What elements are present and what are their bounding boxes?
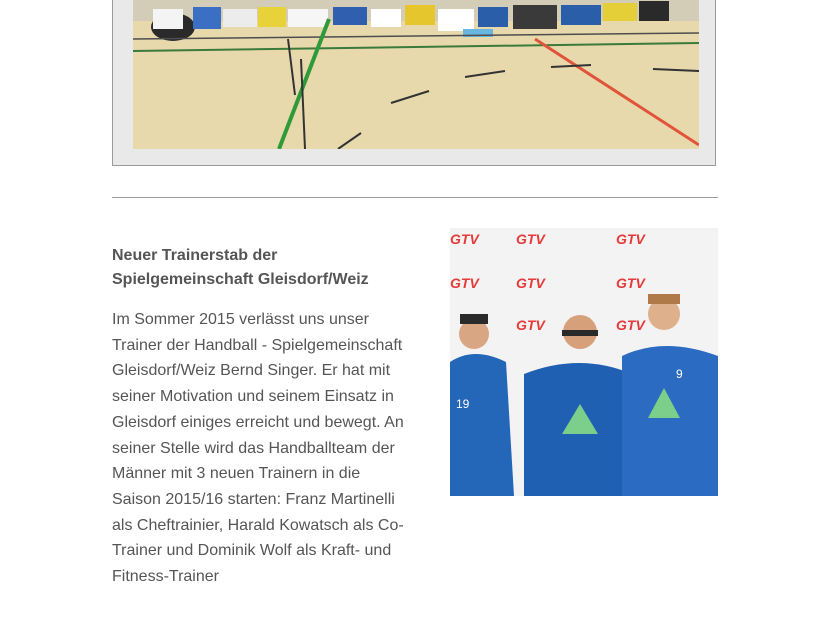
backdrop-logo: GTV [450, 231, 479, 247]
top-photo-frame [112, 0, 716, 166]
backdrop-logo: GTV [516, 317, 545, 333]
backdrop-logo: GTV [616, 275, 645, 291]
backdrop-logo: GTV [616, 231, 645, 247]
article-title: Neuer Trainerstab der Spielgemeinschaft Gleisdorf/Weiz [112, 247, 369, 288]
backdrop-logo: GTV [516, 275, 545, 291]
shirt-number: 19 [456, 397, 470, 411]
backdrop-logo: GTV [616, 317, 645, 333]
backdrop-logo: GTV [450, 275, 479, 291]
shirt-number: 9 [676, 367, 683, 381]
article-body: Im Sommer 2015 verlässt uns unser Trainer der Handball - Spielgemeinschaft Gleisdorf/Weiz Bernd Singer. Er hat mit seiner Motivation und seinem Einsatz in Gleisdorf einiges erreicht und bewegt. An seiner Stelle wird das Handballteam der Männer mit 3 neuen Trainern in die Saison 2015/16 starten: Franz Martinelli als Cheftrainier, Harald Kowatsch als Co-Trainer und Dominik Wolf als Kraft- und Fitness-Trainer [112, 311, 404, 586]
backdrop-logo: GTV [516, 231, 545, 247]
section-divider [112, 197, 718, 198]
team-group-photo[interactable] [133, 0, 699, 149]
coaches-photo[interactable] [450, 228, 718, 496]
